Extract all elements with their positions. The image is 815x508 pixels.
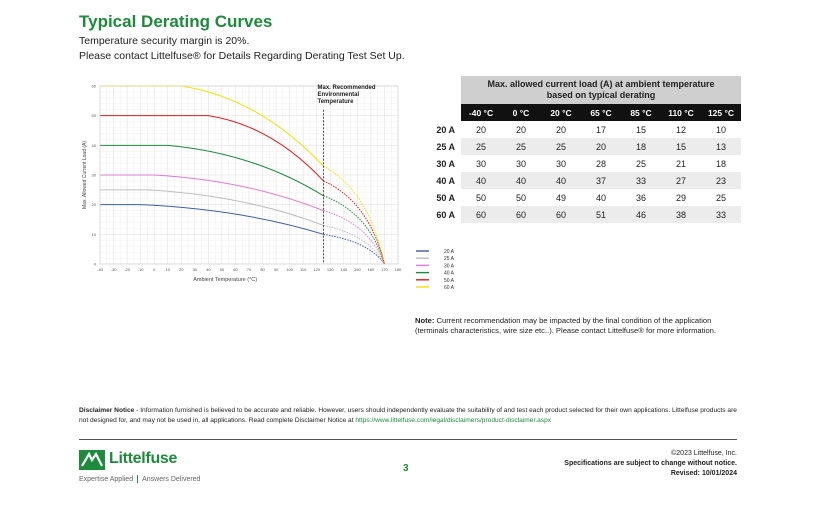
table-cell: 38	[661, 206, 701, 223]
x-tick-label: 110	[299, 267, 307, 272]
series-tail-20a	[324, 234, 385, 264]
table-cell: 50	[475, 192, 486, 203]
table-cell: 40	[541, 172, 581, 189]
table-row	[415, 155, 741, 172]
table-cell: 33	[701, 206, 741, 223]
row-label: 20 A	[436, 124, 455, 135]
table-cell: 33	[621, 172, 661, 189]
x-tick-label: 120	[313, 267, 321, 272]
table-cell: 20	[515, 124, 526, 135]
x-tick-label: 60	[233, 267, 238, 272]
table-cell: 30	[555, 158, 566, 169]
table-row	[415, 172, 741, 189]
table-cell: 25	[461, 138, 501, 155]
disclaimer-link[interactable]: https://www.littelfuse.com/legal/disclaimers/product-disclaimer.aspx	[355, 417, 552, 424]
table-caption: Max. allowed current load (A) at ambient temperature based on typical derating	[461, 76, 741, 104]
table-cell: 46	[621, 206, 661, 223]
brand-name: Littelfuse	[109, 450, 178, 467]
x-tick-label: 180	[394, 267, 402, 272]
x-tick-label: 0	[153, 267, 156, 272]
x-tick-label: -40	[97, 267, 103, 272]
x-tick-label: 30	[192, 267, 198, 272]
table-cell: 25	[715, 192, 726, 203]
x-tick-label: 160	[367, 267, 375, 272]
x-tick-label: 90	[273, 267, 279, 272]
y-tick-label: 10	[91, 231, 96, 237]
table-cell: 60	[461, 206, 501, 223]
table-cell: 21	[675, 158, 686, 169]
table-cell: 12	[675, 124, 686, 135]
table-cell: 60	[541, 206, 581, 223]
series-line-20a	[100, 205, 324, 235]
temp-header-0: -40 °C	[461, 104, 501, 121]
subtitle-margin: Temperature security margin is 20%.	[79, 35, 250, 47]
temp-header-4: 85 °C	[621, 104, 661, 121]
spec-notice: Specifications are subject to change without notice.	[564, 460, 737, 467]
x-tick-label: 140	[340, 267, 348, 272]
y-tick-label: 30	[91, 172, 96, 178]
temp-header-1: 0 °C	[501, 104, 541, 121]
table-cell: 17	[595, 124, 606, 135]
x-tick-label: -10	[137, 267, 144, 272]
legend-label: 60 A	[444, 285, 455, 291]
x-tick-label: 50	[219, 267, 225, 272]
disclaimer: Disclaimer Notice - Information furnished is believed to be accurate and reliable. However, users should independently evaluate the suitability of and test each product selected for their own applications. Littelfuse products are not designed for, and may not be used in, all applications. Read complete Disclaimer Notice at https://www.littelfuse.com/legal/disclaimers/product-disclaimer.aspx	[79, 407, 737, 424]
table-cell: 27	[661, 172, 701, 189]
table-cell: 13	[701, 138, 741, 155]
table-row	[415, 138, 741, 155]
y-tick-label: 60	[91, 83, 96, 89]
series-tail-40a	[324, 196, 385, 264]
subtitle-contact: Please contact Littelfuse® for Details Regarding Derating Test Set Up.	[79, 50, 405, 62]
series-line-50a	[100, 116, 324, 181]
table-cell: 49	[555, 192, 566, 203]
row-label: 30 A	[436, 158, 455, 169]
annotation-text: Max. Recommended Environmental Temperature	[317, 84, 376, 105]
x-tick-label: 170	[381, 267, 388, 272]
legend-label: 30 A	[444, 263, 455, 270]
legend-label: 50 A	[444, 277, 455, 284]
note: Note: Current recommendation may be impacted by the final condition of the application (terminals characteristics, wire size etc..). Please contact Littelfuse® for more information.	[415, 316, 717, 335]
y-tick-label: 50	[91, 113, 96, 119]
x-tick-label: -20	[124, 267, 130, 272]
x-tick-label: 40	[206, 267, 211, 272]
table-cell: 60	[501, 206, 541, 223]
x-tick-label: -30	[110, 267, 117, 272]
table-cell: 25	[635, 158, 646, 169]
table-cell: 20	[555, 124, 566, 135]
legend-label: 40 A	[444, 270, 455, 277]
chart-axes	[92, 84, 403, 273]
tagline: Expertise Applied Answers Delivered	[79, 475, 201, 483]
table-cell: 18	[715, 158, 726, 169]
row-label: 60 A	[415, 206, 461, 223]
footer-divider	[79, 439, 737, 440]
x-tick-label: 130	[326, 267, 334, 272]
row-label: 25 A	[415, 138, 461, 155]
page-number: 3	[403, 463, 409, 474]
table-cell: 28	[595, 158, 606, 169]
y-axis-label: Max. Allowed Current Load (A)	[82, 140, 88, 210]
table-cell: 15	[661, 138, 701, 155]
x-tick-label: 100	[286, 267, 293, 272]
table-cell: 20	[475, 124, 486, 135]
table-cell: 36	[635, 192, 646, 203]
temp-header-3: 65 °C	[581, 104, 621, 121]
table-cell: 20	[581, 138, 621, 155]
y-tick-label: 20	[91, 202, 96, 208]
table-cell: 37	[581, 172, 621, 189]
table-cell: 10	[715, 124, 726, 135]
copyright: ©2023 Littelfuse, Inc.	[671, 450, 737, 457]
current-load-table	[415, 76, 741, 223]
x-tick-label: 80	[260, 267, 265, 272]
table-cell: 40	[595, 192, 606, 203]
page-title: Typical Derating Curves	[79, 12, 273, 31]
table-cell: 15	[635, 124, 646, 135]
x-axis-label: Ambient Temperature (°C)	[193, 277, 258, 283]
table-cell: 51	[581, 206, 621, 223]
table-cell: 30	[515, 158, 526, 169]
row-label: 40 A	[415, 172, 461, 189]
series-line-40a	[100, 145, 324, 195]
x-tick-label: 70	[246, 267, 252, 272]
table-cell: 23	[701, 172, 741, 189]
littelfuse-logo-icon	[79, 450, 105, 470]
temp-header-6: 125 °C	[701, 104, 741, 121]
table-row	[415, 206, 741, 223]
x-tick-label: 10	[165, 267, 170, 272]
derating-chart	[76, 78, 455, 293]
table-cell: 40	[461, 172, 501, 189]
table-cell: 50	[515, 192, 526, 203]
table-cell: 25	[541, 138, 581, 155]
legend-label: 25 A	[444, 256, 455, 263]
x-tick-label: 150	[354, 267, 361, 272]
table-cell: 29	[675, 192, 686, 203]
table-cell: 18	[621, 138, 661, 155]
table-cell: 25	[501, 138, 541, 155]
y-tick-label: 40	[91, 142, 96, 148]
temperature-header-row	[415, 104, 741, 121]
y-tick-label: 0	[93, 261, 96, 267]
table-cell: 40	[501, 172, 541, 189]
temp-header-2: 20 °C	[541, 104, 581, 121]
legend-label: 20 A	[444, 249, 455, 255]
table-cell: 30	[475, 158, 486, 169]
table-row	[415, 189, 741, 206]
row-label: 50 A	[436, 192, 455, 203]
x-tick-label: 20	[179, 267, 184, 272]
temp-header-5: 110 °C	[661, 104, 701, 121]
revised-date: Revised: 10/01/2024	[670, 470, 737, 477]
table-row	[415, 121, 741, 138]
series-line-25a	[100, 190, 324, 226]
